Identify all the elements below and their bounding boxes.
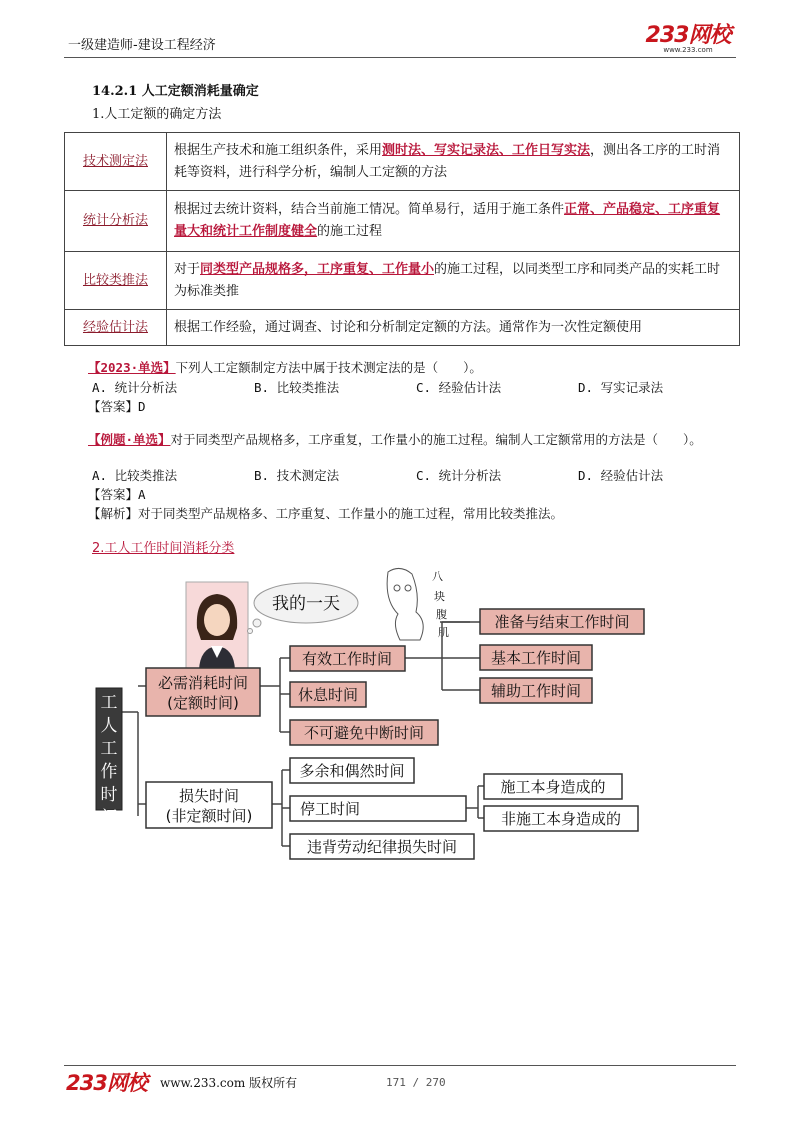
svg-text:休息时间: 休息时间 <box>297 686 359 704</box>
option: C. 统计分析法 <box>416 468 502 483</box>
svg-text:停工时间: 停工时间 <box>299 800 361 818</box>
svg-text:八: 八 <box>432 570 443 583</box>
option: D. 经验估计法 <box>578 468 664 483</box>
option: D. 写实记录法 <box>578 380 664 395</box>
node-basic-time <box>480 645 592 670</box>
node-by-construction <box>484 774 622 799</box>
node-aux-time <box>480 678 592 703</box>
svg-text:(定额时间): (定额时间) <box>167 694 239 712</box>
svg-text:准备与结束工作时间: 准备与结束工作时间 <box>494 613 630 631</box>
svg-text:(非定额时间): (非定额时间) <box>165 807 253 825</box>
svg-text:违背劳动纪律损失时间: 违背劳动纪律损失时间 <box>306 838 458 856</box>
question-1-answer: 【答案】D <box>88 399 146 414</box>
work-time-diagram <box>0 560 800 870</box>
svg-text:肌: 肌 <box>438 626 449 639</box>
svg-text:块: 块 <box>434 590 445 603</box>
svg-text:辅助工作时间: 辅助工作时间 <box>490 682 582 700</box>
node-root <box>92 684 122 828</box>
node-necessary-time <box>146 668 260 716</box>
question-2-stem: 【例题·单选】对于同类型产品规格多，工序重复，工作量小的施工过程。编制人工定额常用的方法是（ ）。 <box>88 432 702 447</box>
svg-text:腹: 腹 <box>436 608 447 621</box>
footer-logo: 233网校 <box>66 1071 147 1095</box>
table-row <box>65 310 740 346</box>
header-title: 一级建造师-建设工程经济 <box>68 38 216 53</box>
svg-text:人: 人 <box>100 716 118 736</box>
table-row <box>65 191 740 252</box>
method-desc: 根据过去统计资料，结合当前施工情况。简单易行，适用于施工条件正常、产品稳定、工序重复量大和统计工作制度健全的施工过程 <box>167 191 740 252</box>
method-desc: 对于同类型产品规格多，工序重复、工作量小的施工过程，以同类型工序和同类产品的实耗工时为标准类推 <box>167 252 740 310</box>
svg-text:非施工本身造成的: 非施工本身造成的 <box>500 810 622 828</box>
method-desc: 根据工作经验，通过调查、讨论和分析制定定额的方法。通常作为一次性定额使用 <box>167 310 740 346</box>
brand-logo <box>640 18 736 54</box>
node-effective-time <box>290 646 405 671</box>
node-stoppage-time <box>290 796 466 821</box>
methods-table <box>64 132 740 346</box>
option: C. 经验估计法 <box>416 380 502 395</box>
option: B. 技术测定法 <box>254 468 340 483</box>
method-name: 技术测定法 <box>65 133 167 191</box>
table-row <box>65 252 740 310</box>
svg-text:损失时间: 损失时间 <box>178 787 240 805</box>
svg-text:工: 工 <box>100 693 118 713</box>
svg-text:间: 间 <box>100 808 118 828</box>
svg-text:时: 时 <box>100 785 118 805</box>
muscle-sticker <box>387 568 449 640</box>
svg-text:多余和偶然时间: 多余和偶然时间 <box>299 762 405 780</box>
svg-text:作: 作 <box>100 762 118 782</box>
svg-text:基本工作时间: 基本工作时间 <box>490 649 582 667</box>
question-1-stem: 【2023·单选】下列人工定额制定方法中属于技术测定法的是（ ）。 <box>88 360 482 375</box>
svg-text:工: 工 <box>100 739 118 759</box>
table-row <box>65 133 740 191</box>
section-2-title: 2.工人工作时间消耗分类 <box>92 541 235 556</box>
option: B. 比较类推法 <box>254 380 340 395</box>
method-name: 比较类推法 <box>65 252 167 310</box>
question-2-explanation: 【解析】对于同类型产品规格多、工序重复、工作量小的施工过程，常用比较类推法。 <box>88 506 564 521</box>
footer-divider <box>64 1065 736 1066</box>
node-unavoidable-time <box>290 720 438 745</box>
section-subtitle: 1.人工定额的确定方法 <box>92 107 222 122</box>
node-by-non-construction <box>484 806 638 831</box>
brand-logo-text: 233网校 <box>645 23 731 48</box>
svg-text:有效工作时间: 有效工作时间 <box>301 650 393 668</box>
method-name: 经验估计法 <box>65 310 167 346</box>
svg-text:必需消耗时间: 必需消耗时间 <box>157 674 249 692</box>
node-rest-time <box>290 682 366 707</box>
page-number: 171 / 270 <box>386 1076 446 1089</box>
footer-copyright: www.233.com 版权所有 <box>160 1076 298 1090</box>
node-redundant-time <box>290 758 414 783</box>
header-divider <box>64 57 736 58</box>
section-title: 14.2.1 人工定额消耗量确定 <box>92 84 259 99</box>
method-name: 统计分析法 <box>65 191 167 252</box>
node-loss-time <box>146 782 272 828</box>
thought-bubble <box>248 583 359 634</box>
brand-logo-url: www.233.com <box>663 46 713 54</box>
node-prep-time <box>480 609 644 634</box>
woman-avatar <box>186 582 248 672</box>
method-desc: 根据生产技术和施工组织条件，采用测时法、写实记录法、工作日写实法，测出各工序的工时消耗等资料，进行科学分析，编制人工定额的方法 <box>167 133 740 191</box>
option: A. 比较类推法 <box>92 468 178 483</box>
svg-text:不可避免中断时间: 不可避免中断时间 <box>303 724 425 742</box>
option: A. 统计分析法 <box>92 380 178 395</box>
svg-text:施工本身造成的: 施工本身造成的 <box>500 778 606 796</box>
node-violation-time <box>290 834 474 859</box>
svg-text:我的一天: 我的一天 <box>272 594 340 614</box>
question-2-answer: 【答案】A <box>88 487 146 502</box>
